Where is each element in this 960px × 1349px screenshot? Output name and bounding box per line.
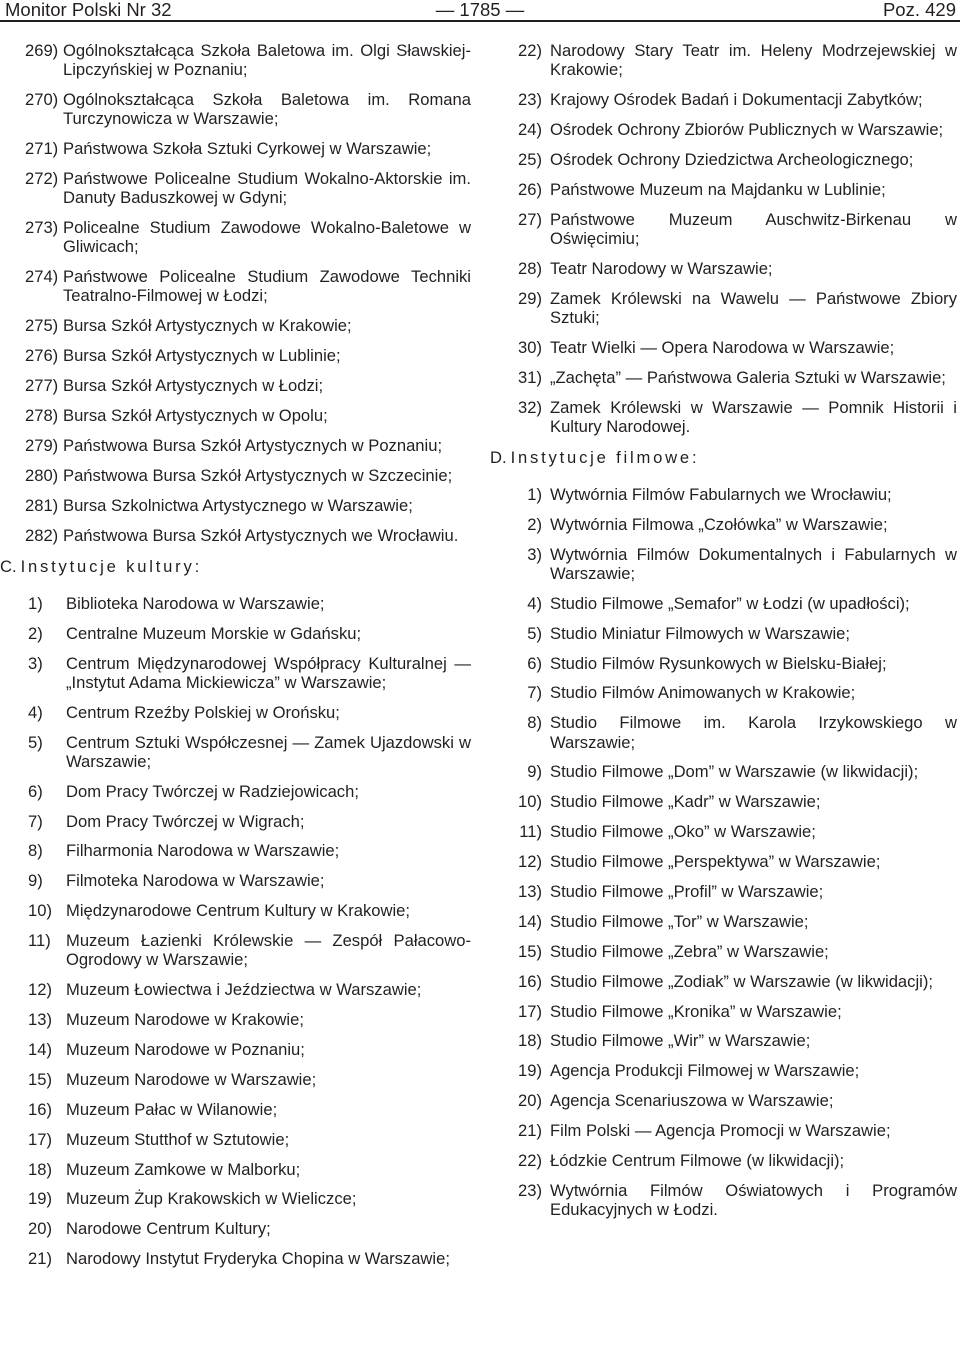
- list-item: [490, 1091, 957, 1110]
- list-item: [490, 852, 957, 871]
- item-number: 275): [25, 316, 59, 336]
- list-item: [28, 871, 471, 890]
- list-item: [490, 289, 957, 327]
- item-number: 2): [28, 623, 43, 643]
- item-text: Film Polski — Agencja Promocji w Warszawie;: [550, 1121, 891, 1141]
- header-rule: [0, 20, 960, 22]
- item-number: 30): [518, 337, 542, 357]
- list-item: [490, 150, 957, 169]
- list-item: [490, 912, 957, 931]
- item-number: 10): [518, 792, 542, 812]
- list-item: [25, 376, 471, 395]
- item-number: 4): [527, 593, 542, 613]
- item-number: 18): [518, 1031, 542, 1051]
- list-item: [490, 792, 957, 811]
- item-text: Teatr Narodowy w Warszawie;: [550, 258, 773, 278]
- list-item: [25, 90, 471, 128]
- item-text: Ośrodek Ochrony Dziedzictwa Archeologicznego;: [550, 149, 914, 169]
- page-number: — 1785 —: [435, 0, 525, 20]
- item-text: Teatr Wielki — Opera Narodowa w Warszawie;: [550, 337, 895, 357]
- left-column: [0, 41, 471, 1279]
- item-text: Centrum Międzynarodowej Współpracy Kulturalnej — „Instytut Adama Mickiewicza” w Warszawie;: [66, 653, 471, 692]
- list-item: [490, 398, 957, 436]
- item-number: 5): [28, 732, 43, 752]
- item-number: 32): [518, 397, 542, 417]
- item-text: Centrum Sztuki Współczesnej — Zamek Ujazdowski w Warszawie;: [66, 732, 471, 771]
- item-text: Państwowa Bursa Szkół Artystycznych we Wrocławiu.: [63, 525, 459, 545]
- list-item: [490, 942, 957, 961]
- list-item: [28, 1249, 471, 1268]
- item-text: Muzeum Pałac w Wilanowie;: [66, 1099, 278, 1119]
- list-item: [25, 139, 471, 158]
- item-number: 11): [28, 931, 51, 951]
- item-text: Centralne Muzeum Morskie w Gdańsku;: [66, 623, 362, 643]
- item-number: 26): [518, 179, 542, 199]
- item-number: 1): [28, 593, 43, 613]
- item-number: 12): [28, 980, 52, 1000]
- item-number: 9): [28, 871, 43, 891]
- item-text: Krajowy Ośrodek Badań i Dokumentacji Zabytków;: [550, 90, 923, 110]
- section-d-letter: D.: [490, 447, 507, 467]
- list-item: [28, 733, 471, 771]
- list-item: [490, 485, 957, 504]
- item-number: 12): [518, 852, 542, 872]
- item-number: 10): [28, 901, 52, 921]
- item-number: 269): [25, 41, 59, 60]
- item-number: 13): [518, 882, 542, 902]
- list-item: [25, 218, 471, 256]
- list-item: [25, 346, 471, 365]
- item-number: 282): [25, 525, 59, 545]
- item-text: Wytwórnia Filmowa „Czołówka” w Warszawie;: [550, 514, 888, 534]
- item-text: Wytwórnia Filmów Fabularnych we Wrocławiu;: [550, 484, 892, 504]
- list-item: [28, 782, 471, 801]
- item-text: „Zachęta” — Państwowa Galeria Sztuki w Warszawie;: [550, 367, 946, 387]
- item-text: Agencja Produkcji Filmowej w Warszawie;: [550, 1061, 860, 1081]
- list-item: [490, 1121, 957, 1140]
- item-text: Narodowy Instytut Fryderyka Chopina w Warszawie;: [66, 1249, 450, 1269]
- list-item: [28, 1189, 471, 1208]
- item-text: Międzynarodowe Centrum Kultury w Krakowie;: [66, 901, 410, 921]
- list-item: [28, 841, 471, 860]
- list-item: [490, 624, 957, 643]
- item-number: 17): [518, 1001, 542, 1021]
- section-c-letter: C.: [0, 556, 17, 576]
- list-item: [28, 931, 471, 969]
- list-item: [28, 1040, 471, 1059]
- item-text: Bursa Szkół Artystycznych w Opolu;: [63, 406, 328, 426]
- list-item: [490, 882, 957, 901]
- item-number: 19): [518, 1061, 542, 1081]
- item-text: Studio Filmowe „Semafor” w Łodzi (w upadłości);: [550, 593, 910, 613]
- item-number: 276): [25, 346, 59, 366]
- item-text: Państwowe Policealne Studium Wokalno-Aktorskie im. Danuty Baduszkowej w Gdyni;: [63, 169, 471, 208]
- section-d-title: Instytucje filmowe:: [510, 447, 700, 467]
- item-number: 23): [518, 90, 542, 110]
- list-item: [490, 515, 957, 534]
- section-c-list: [25, 594, 471, 1269]
- item-text: Państwowa Szkoła Sztuki Cyrkowej w Warszawie;: [63, 139, 432, 159]
- item-number: 277): [25, 376, 59, 396]
- item-number: 22): [518, 41, 542, 60]
- item-number: 20): [518, 1091, 542, 1111]
- list-item: [28, 594, 471, 613]
- item-text: Ogólnokształcąca Szkoła Baletowa im. Olgi Sławskiej-Lipczyńskiej w Poznaniu;: [63, 41, 471, 80]
- list-item: [28, 654, 471, 692]
- item-number: 271): [25, 139, 59, 159]
- item-number: 20): [28, 1219, 52, 1239]
- item-number: 270): [25, 90, 59, 110]
- item-number: 279): [25, 435, 59, 455]
- item-number: 3): [527, 544, 542, 564]
- list-item: [490, 1031, 957, 1050]
- list-item: [490, 90, 957, 109]
- item-text: Zamek Królewski na Wawelu — Państwowe Zbiory Sztuki;: [550, 288, 957, 327]
- item-number: 7): [527, 683, 542, 703]
- item-text: Muzeum Zamkowe w Malborku;: [66, 1159, 301, 1179]
- item-text: Ogólnokształcąca Szkoła Baletowa im. Romana Turczynowicza w Warszawie;: [63, 90, 471, 129]
- item-text: Studio Filmowe „Dom” w Warszawie (w likwidacji);: [550, 762, 919, 782]
- list-item: [28, 1010, 471, 1029]
- item-number: 280): [25, 465, 59, 485]
- item-number: 14): [28, 1039, 52, 1059]
- item-text: Studio Filmowe im. Karola Irzykowskiego w Warszawie;: [550, 713, 957, 752]
- list-item: [490, 762, 957, 781]
- list-item: [25, 526, 471, 545]
- list-item: [28, 1130, 471, 1149]
- item-text: Studio Filmowe „Wir” w Warszawie;: [550, 1031, 811, 1051]
- list-item: [28, 1070, 471, 1089]
- item-text: Narodowe Centrum Kultury;: [66, 1219, 271, 1239]
- item-text: Studio Filmów Animowanych w Krakowie;: [550, 683, 856, 703]
- section-d-heading: [490, 448, 957, 467]
- item-number: 24): [518, 119, 542, 139]
- list-item: [490, 1002, 957, 1021]
- item-text: Dom Pracy Twórczej w Wigrach;: [66, 811, 305, 831]
- item-number: 15): [518, 941, 542, 961]
- item-text: Muzeum Łowiectwa i Jeździectwa w Warszawie;: [66, 980, 422, 1000]
- item-text: Bursa Szkolnictwa Artystycznego w Warszawie;: [63, 495, 413, 515]
- position-number: Poz. 429: [882, 0, 956, 20]
- item-number: 23): [518, 1180, 542, 1200]
- item-number: 22): [518, 1151, 542, 1171]
- list-item: [28, 624, 471, 643]
- item-number: 13): [28, 1010, 52, 1030]
- item-number: 16): [518, 971, 542, 991]
- item-number: 15): [28, 1069, 52, 1089]
- item-text: Ośrodek Ochrony Zbiorów Publicznych w Warszawie;: [550, 119, 944, 139]
- list-item: [490, 713, 957, 751]
- item-number: 5): [527, 623, 542, 643]
- item-text: Studio Filmowe „Profil” w Warszawie;: [550, 882, 824, 902]
- list-item: [25, 267, 471, 305]
- item-text: Muzeum Narodowe w Warszawie;: [66, 1069, 317, 1089]
- item-number: 14): [518, 911, 542, 931]
- item-text: Filmoteka Narodowa w Warszawie;: [66, 871, 325, 891]
- item-text: Bursa Szkół Artystycznych w Krakowie;: [63, 316, 352, 336]
- journal-title: Monitor Polski Nr 32: [5, 0, 172, 20]
- item-text: Studio Filmowe „Zodiak” w Warszawie (w likwidacji);: [550, 971, 933, 991]
- item-text: Bursa Szkół Artystycznych w Łodzi;: [63, 376, 324, 396]
- item-number: 6): [527, 653, 542, 673]
- list-item: [28, 812, 471, 831]
- item-text: Muzeum Narodowe w Krakowie;: [66, 1010, 304, 1030]
- item-text: Dom Pracy Twórczej w Radziejowicach;: [66, 781, 359, 801]
- item-number: 9): [527, 762, 542, 782]
- item-text: Studio Filmowe „Kronika” w Warszawie;: [550, 1001, 842, 1021]
- item-text: Studio Filmowe „Zebra” w Warszawie;: [550, 941, 829, 961]
- list-item: [28, 980, 471, 999]
- item-number: 11): [519, 822, 542, 842]
- section-d-list: [490, 485, 957, 1219]
- item-text: Zamek Królewski w Warszawie — Pomnik Historii i Kultury Narodowej.: [550, 397, 957, 436]
- right-column: [490, 41, 957, 1230]
- item-number: 28): [518, 258, 542, 278]
- item-text: Państwowa Bursa Szkół Artystycznych w Poznaniu;: [63, 435, 443, 455]
- list-item: [490, 654, 957, 673]
- list-item: [490, 1061, 957, 1080]
- item-number: 16): [28, 1099, 52, 1119]
- item-number: 27): [518, 209, 542, 229]
- item-text: Wytwórnia Filmów Oświatowych i Programów Edukacyjnych w Łodzi.: [550, 1180, 957, 1220]
- list-item: [490, 41, 957, 79]
- list-item: [490, 683, 957, 702]
- item-text: Muzeum Łazienki Królewskie — Zespół Pałacowo-Ogrodowy w Warszawie;: [66, 931, 471, 970]
- section-c-heading: [0, 557, 471, 576]
- list-item: [28, 1219, 471, 1238]
- item-number: 25): [518, 149, 542, 169]
- item-number: 273): [25, 218, 59, 238]
- list-item: [490, 120, 957, 139]
- item-text: Policealne Studium Zawodowe Wokalno-Baletowe w Gliwicach;: [63, 218, 471, 257]
- list-item: [28, 901, 471, 920]
- item-number: 8): [28, 841, 43, 861]
- item-number: 18): [28, 1159, 52, 1179]
- item-number: 8): [527, 713, 542, 733]
- list-item: [490, 1181, 957, 1219]
- list-item: [25, 169, 471, 207]
- list-item: [28, 703, 471, 722]
- item-text: Państwowe Muzeum Auschwitz-Birkenau w Oświęcimiu;: [550, 209, 957, 248]
- list-item: [25, 41, 471, 79]
- item-text: Biblioteka Narodowa w Warszawie;: [66, 593, 325, 613]
- list-item: [490, 1151, 957, 1170]
- list-item: [490, 822, 957, 841]
- list-item: [490, 972, 957, 991]
- list-item: [25, 406, 471, 425]
- item-text: Państwowe Policealne Studium Zawodowe Techniki Teatralno-Filmowej w Łodzi;: [63, 267, 471, 306]
- item-text: Studio Miniatur Filmowych w Warszawie;: [550, 623, 850, 643]
- item-number: 21): [518, 1121, 542, 1141]
- item-text: Łódzkie Centrum Filmowe (w likwidacji);: [550, 1151, 845, 1171]
- item-text: Muzeum Stutthof w Sztutowie;: [66, 1129, 290, 1149]
- item-text: Studio Filmów Rysunkowych w Bielsku-Białej;: [550, 653, 887, 673]
- item-text: Muzeum Żup Krakowskich w Wieliczce;: [66, 1189, 357, 1209]
- item-number: 1): [527, 484, 542, 504]
- item-number: 2): [527, 514, 542, 534]
- item-number: 272): [25, 169, 59, 189]
- list-item: [25, 316, 471, 335]
- item-text: Centrum Rzeźby Polskiej w Orońsku;: [66, 702, 340, 722]
- list-item: [28, 1100, 471, 1119]
- section-c-title: Instytucje kultury:: [20, 556, 202, 576]
- list-item: [25, 436, 471, 455]
- list-item: [490, 338, 957, 357]
- item-text: Wytwórnia Filmów Dokumentalnych i Fabularnych w Warszawie;: [550, 544, 957, 583]
- list-item: [490, 210, 957, 248]
- item-number: 274): [25, 267, 59, 287]
- item-text: Studio Filmowe „Oko” w Warszawie;: [550, 822, 816, 842]
- item-text: Studio Filmowe „Tor” w Warszawie;: [550, 911, 809, 931]
- item-text: Bursa Szkół Artystycznych w Lublinie;: [63, 346, 341, 366]
- list-item: [490, 180, 957, 199]
- list-item: [490, 259, 957, 278]
- list-item: [490, 594, 957, 613]
- item-number: 31): [518, 367, 542, 387]
- item-number: 3): [28, 653, 43, 673]
- item-text: Muzeum Narodowe w Poznaniu;: [66, 1039, 305, 1059]
- item-number: 21): [28, 1249, 52, 1269]
- item-text: Państwowa Bursa Szkół Artystycznych w Szczecinie;: [63, 465, 453, 485]
- list-items-top: [25, 41, 471, 545]
- item-text: Narodowy Stary Teatr im. Heleny Modrzejewskiej w Krakowie;: [550, 41, 957, 80]
- item-text: Agencja Scenariuszowa w Warszawie;: [550, 1091, 834, 1111]
- item-text: Studio Filmowe „Kadr” w Warszawie;: [550, 792, 821, 812]
- item-text: Państwowe Muzeum na Majdanku w Lublinie;: [550, 179, 886, 199]
- list-item: [25, 496, 471, 515]
- list-item: [490, 545, 957, 583]
- item-number: 6): [28, 781, 43, 801]
- item-number: 7): [28, 811, 43, 831]
- item-number: 281): [25, 495, 59, 515]
- list-item: [25, 466, 471, 485]
- list-item: [28, 1160, 471, 1179]
- item-text: Studio Filmowe „Perspektywa” w Warszawie;: [550, 852, 881, 872]
- item-number: 278): [25, 406, 59, 426]
- item-number: 29): [518, 288, 542, 308]
- list-item: [490, 368, 957, 387]
- list-items-top: [490, 41, 957, 436]
- item-number: 19): [28, 1189, 52, 1209]
- item-text: Filharmonia Narodowa w Warszawie;: [66, 841, 340, 861]
- item-number: 17): [28, 1129, 52, 1149]
- item-number: 4): [28, 702, 43, 722]
